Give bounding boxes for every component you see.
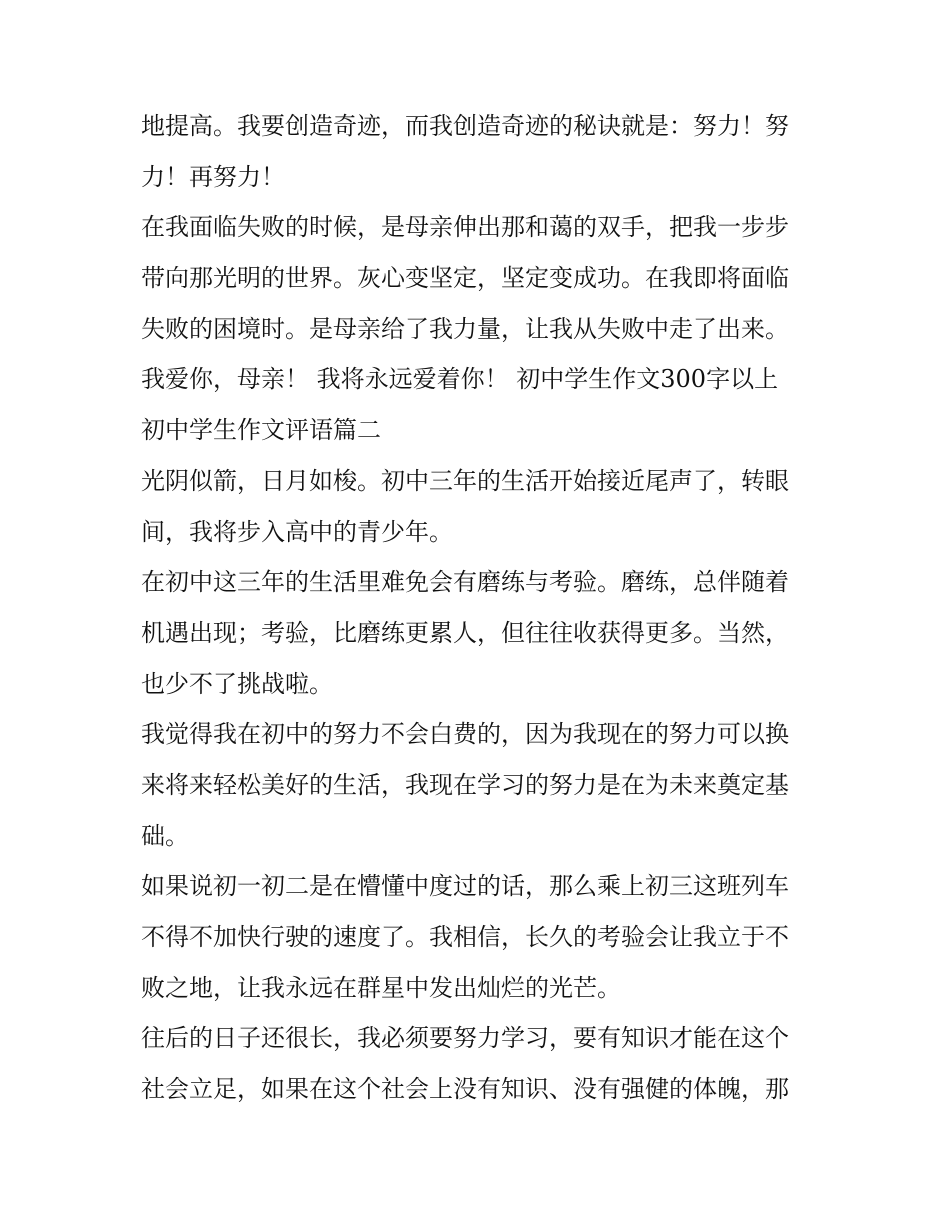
text-line: 机遇出现；考验，比磨练更累人，但往往收获得更多。当然， (141, 618, 789, 647)
text-line: 失败的困境时。是母亲给了我力量，让我从失败中走了出来。 (141, 314, 789, 343)
text-line: 不得不加快行驶的速度了。我相信，长久的考验会让我立于不 (141, 923, 789, 951)
text-line: 社会立足，如果在这个社会上没有知识、没有强健的体魄，那 (141, 1075, 789, 1104)
text-line: 败之地，让我永远在群星中发出灿烂的光芒。 (141, 973, 621, 1002)
text-line: 础。 (141, 821, 189, 850)
text-line: 也少不了挑战啦。 (141, 669, 333, 698)
text-line: 光阴似箭，日月如梭。初中三年的生活开始接近尾声了，转眼 (141, 466, 789, 495)
document-body (141, 101, 816, 1115)
text-line: 地提高。我要创造奇迹，而我创造奇迹的秘诀就是：努力！努 (141, 112, 789, 140)
text-line: 往后的日子还很长，我必须要努力学习，要有知识才能在这个 (141, 1024, 789, 1053)
text-line: 我爱你，母亲！ 我将永远爱着你！ 初中学生作文300字以上 (141, 365, 779, 394)
text-line: 在初中这三年的生活里难免会有磨练与考验。磨练，总伴随着 (141, 568, 789, 597)
text-line: 带向那光明的世界。灰心变坚定，坚定变成功。在我即将面临 (141, 264, 789, 293)
section-heading: 初中学生作文评语篇二 (141, 416, 381, 445)
text-line: 如果说初一初二是在懵懂中度过的话，那么乘上初三这班列车 (141, 872, 789, 901)
text-line: 在我面临失败的时候，是母亲伸出那和蔼的双手，把我一步步 (141, 213, 789, 242)
text-line: 力！再努力！ (141, 162, 285, 191)
text-line: 来将来轻松美好的生活，我现在学习的努力是在为未来奠定基 (141, 770, 789, 799)
text-line: 我觉得我在初中的努力不会白费的，因为我现在的努力可以换 (141, 720, 789, 749)
text-line: 间，我将步入高中的青少年。 (141, 517, 453, 546)
